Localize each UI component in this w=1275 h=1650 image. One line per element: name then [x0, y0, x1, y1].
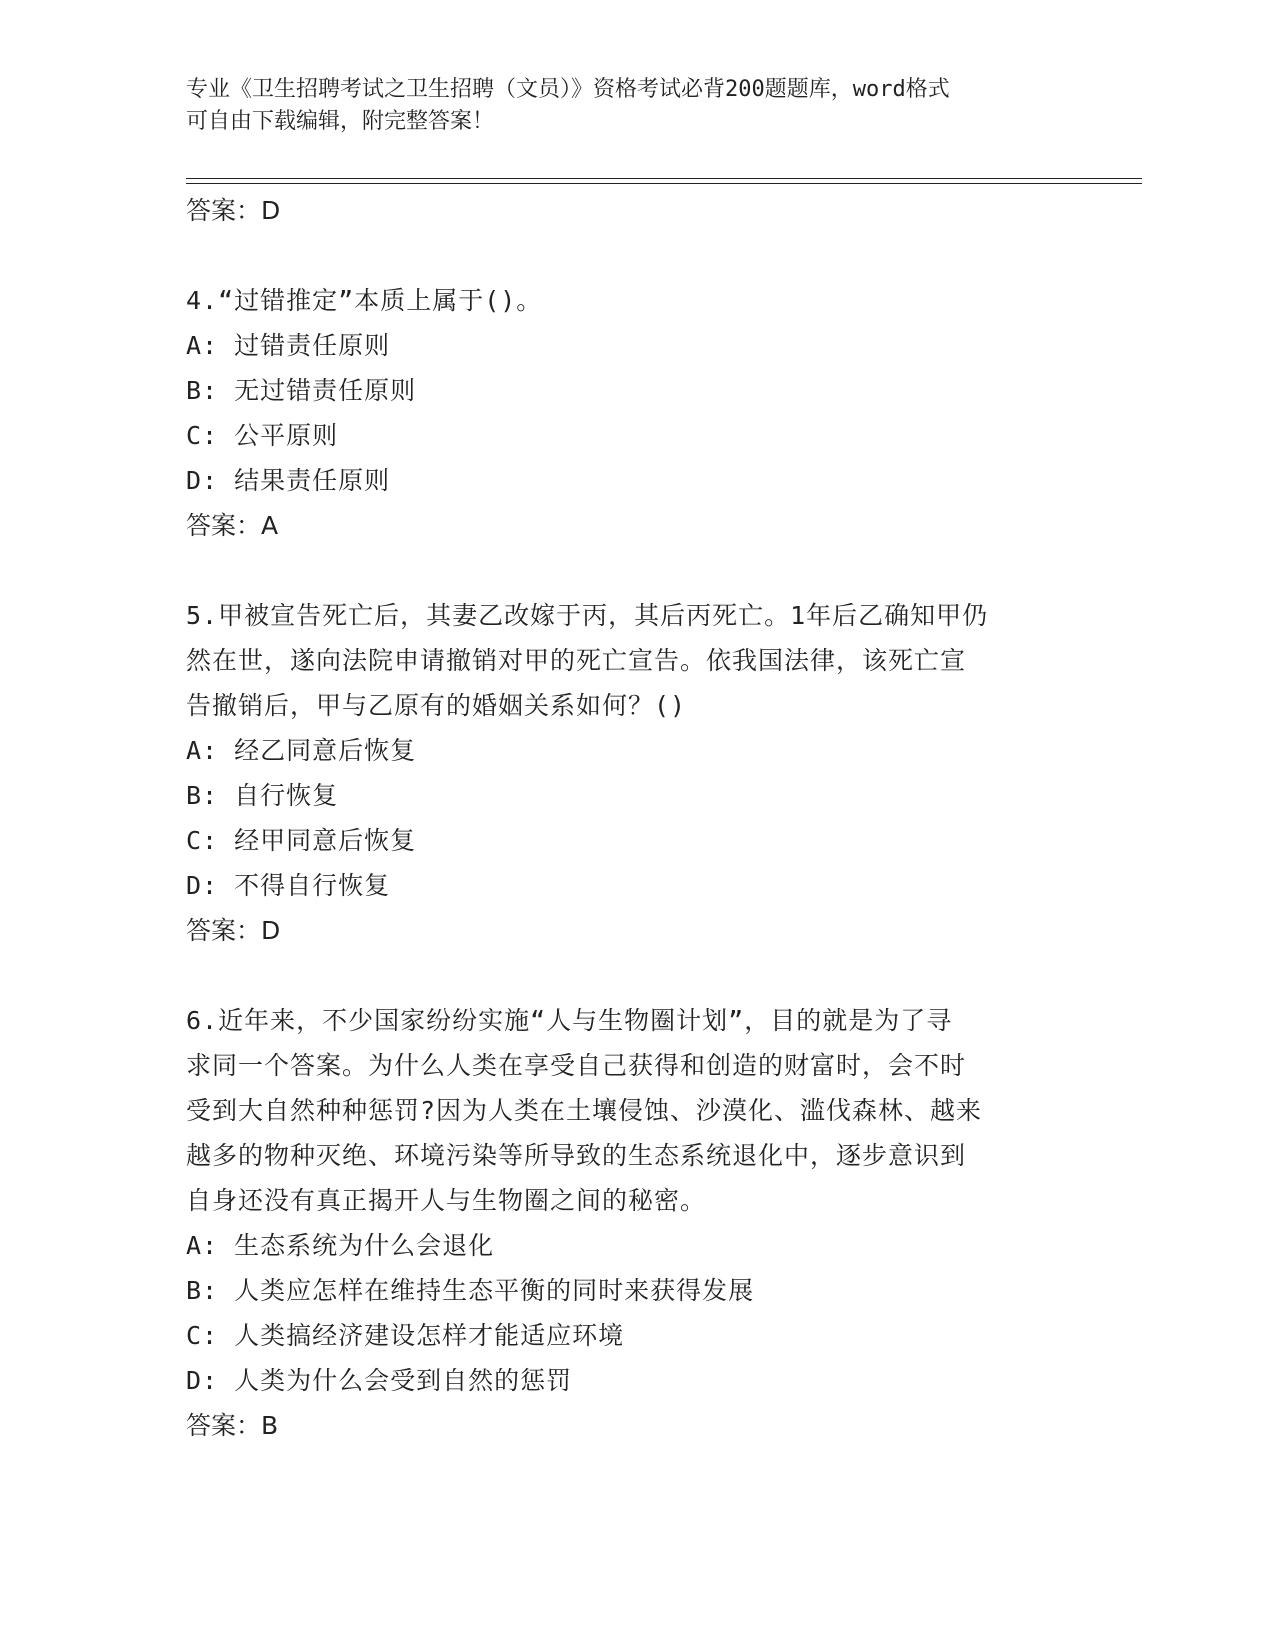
option-a: A: 过错责任原则: [186, 331, 391, 360]
answer-line: 答案：A: [186, 511, 279, 540]
question-stem: 自身还没有真正揭开人与生物圈之间的秘密。: [186, 1186, 707, 1215]
question-stem: 告撤销后，甲与乙原有的婚姻关系如何？(): [186, 691, 687, 720]
answer-line: 答案：D: [186, 916, 281, 945]
option-b: B: 自行恢复: [186, 781, 339, 810]
document-header: [186, 74, 1066, 138]
answer-line: 答案：B: [186, 1411, 279, 1440]
header-line-2: 可自由下载编辑，附完整答案！: [186, 109, 495, 134]
option-c: C: 经甲同意后恢复: [186, 826, 417, 855]
header-line-1: 专业《卫生招聘考试之卫生招聘（文员）》资格考试必背200题题库，word格式: [186, 77, 950, 102]
question-stem: 受到大自然种种惩罚?因为人类在土壤侵蚀、沙漠化、滥伐森林、越来: [186, 1096, 983, 1125]
header-divider-top: [186, 178, 1142, 179]
option-d: D: 人类为什么会受到自然的惩罚: [186, 1366, 573, 1395]
option-a: A: 经乙同意后恢复: [186, 736, 417, 765]
option-c: C: 人类搞经济建设怎样才能适应环境: [186, 1321, 625, 1350]
question-block: [186, 278, 1086, 548]
answer-line: 答案：D: [186, 196, 281, 225]
question-block: [186, 593, 1086, 953]
spacer: [186, 233, 1086, 278]
question-stem: 6.近年来，不少国家纷纷实施“人与生物圈计划”，目的就是为了寻: [186, 1006, 953, 1035]
question-block: [186, 998, 1086, 1448]
option-b: B: 无过错责任原则: [186, 376, 417, 405]
spacer: [186, 953, 1086, 998]
question-stem: 4.“过错推定”本质上属于()。: [186, 286, 543, 315]
spacer: [186, 548, 1086, 593]
header-divider-bottom: [186, 183, 1142, 184]
question-stem: 然在世，遂向法院申请撤销对甲的死亡宣告。依我国法律，该死亡宣: [186, 646, 967, 675]
option-b: B: 人类应怎样在维持生态平衡的同时来获得发展: [186, 1276, 755, 1305]
option-a: A: 生态系统为什么会退化: [186, 1231, 495, 1260]
question-stem: 5.甲被宣告死亡后，其妻乙改嫁于丙，其后丙死亡。1年后乙确知甲仍: [186, 601, 989, 630]
option-d: D: 不得自行恢复: [186, 871, 391, 900]
question-stem: 越多的物种灭绝、环境污染等所导致的生态系统退化中，逐步意识到: [186, 1141, 967, 1170]
document-body: [186, 188, 1086, 1448]
option-c: C: 公平原则: [186, 421, 339, 450]
option-d: D: 结果责任原则: [186, 466, 391, 495]
question-stem: 求同一个答案。为什么人类在享受自己获得和创造的财富时，会不时: [186, 1051, 967, 1080]
